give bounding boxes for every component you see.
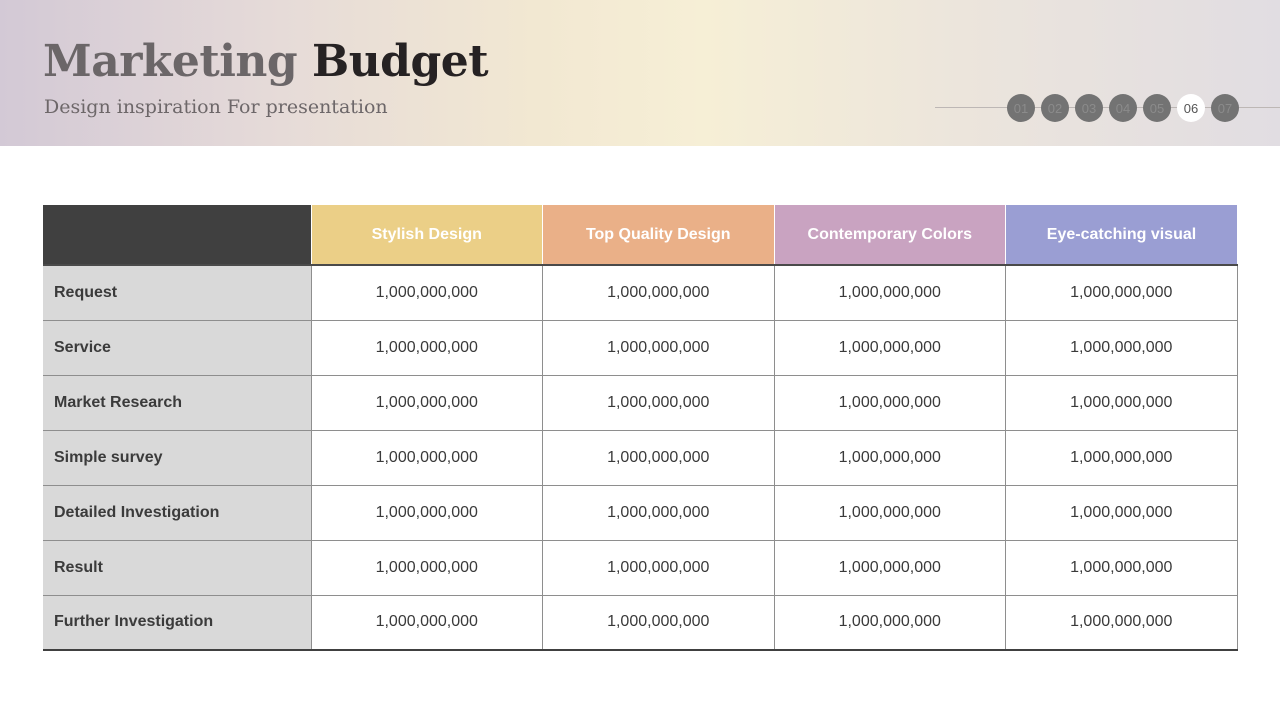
table-cell: 1,000,000,000 xyxy=(1006,265,1238,320)
table-row xyxy=(43,540,1237,595)
page-dot-02[interactable]: 02 xyxy=(1041,94,1069,122)
table-cell: 1,000,000,000 xyxy=(311,595,543,650)
page-dot-07[interactable]: 07 xyxy=(1211,94,1239,122)
table-cell: 1,000,000,000 xyxy=(311,485,543,540)
table-cell: 1,000,000,000 xyxy=(1006,485,1238,540)
table-cell: 1,000,000,000 xyxy=(774,485,1006,540)
table-cell: 1,000,000,000 xyxy=(311,265,543,320)
table-cell: 1,000,000,000 xyxy=(543,485,775,540)
table-cell: 1,000,000,000 xyxy=(311,540,543,595)
page-title xyxy=(43,34,488,90)
table-cell: 1,000,000,000 xyxy=(311,375,543,430)
table-cell: 1,000,000,000 xyxy=(774,595,1006,650)
table-cell: 1,000,000,000 xyxy=(774,375,1006,430)
table-cell: 1,000,000,000 xyxy=(774,540,1006,595)
page-dot-05[interactable]: 05 xyxy=(1143,94,1171,122)
table-cell: 1,000,000,000 xyxy=(543,265,775,320)
budget-table xyxy=(43,205,1238,651)
table-cell: 1,000,000,000 xyxy=(774,320,1006,375)
table-header-row xyxy=(43,205,1237,265)
row-label: Service xyxy=(43,320,311,375)
column-header: Stylish Design xyxy=(311,205,543,265)
table-row xyxy=(43,320,1237,375)
table-corner-cell xyxy=(43,205,311,265)
column-header: Eye-catching visual xyxy=(1006,205,1238,265)
table-row xyxy=(43,375,1237,430)
row-label: Result xyxy=(43,540,311,595)
table-cell: 1,000,000,000 xyxy=(543,430,775,485)
table-cell: 1,000,000,000 xyxy=(311,430,543,485)
table-cell: 1,000,000,000 xyxy=(543,320,775,375)
page-dot-03[interactable]: 03 xyxy=(1075,94,1103,122)
table-cell: 1,000,000,000 xyxy=(774,430,1006,485)
table-cell: 1,000,000,000 xyxy=(1006,320,1238,375)
table-cell: 1,000,000,000 xyxy=(543,540,775,595)
table-cell: 1,000,000,000 xyxy=(311,320,543,375)
row-label: Request xyxy=(43,265,311,320)
row-label: Market Research xyxy=(43,375,311,430)
table-row xyxy=(43,265,1237,320)
table-cell: 1,000,000,000 xyxy=(1006,430,1238,485)
table-cell: 1,000,000,000 xyxy=(1006,540,1238,595)
slide-header xyxy=(0,0,1280,146)
page-dot-06[interactable]: 06 xyxy=(1177,94,1205,122)
table-cell: 1,000,000,000 xyxy=(774,265,1006,320)
table-row xyxy=(43,595,1237,650)
row-label: Further Investigation xyxy=(43,595,311,650)
row-label: Detailed Investigation xyxy=(43,485,311,540)
page-dot-04[interactable]: 04 xyxy=(1109,94,1137,122)
table-cell: 1,000,000,000 xyxy=(543,595,775,650)
column-header: Contemporary Colors xyxy=(774,205,1006,265)
table-row xyxy=(43,430,1237,485)
title-dark-word: Budget xyxy=(312,36,489,87)
table-cell: 1,000,000,000 xyxy=(1006,595,1238,650)
table-cell: 1,000,000,000 xyxy=(543,375,775,430)
page-subtitle: Design inspiration For presentation xyxy=(44,96,388,118)
page-navigator xyxy=(1007,94,1239,122)
table-row xyxy=(43,485,1237,540)
page-dot-01[interactable]: 01 xyxy=(1007,94,1035,122)
title-light-word: Marketing xyxy=(43,36,298,87)
column-header: Top Quality Design xyxy=(543,205,775,265)
row-label: Simple survey xyxy=(43,430,311,485)
table-cell: 1,000,000,000 xyxy=(1006,375,1238,430)
